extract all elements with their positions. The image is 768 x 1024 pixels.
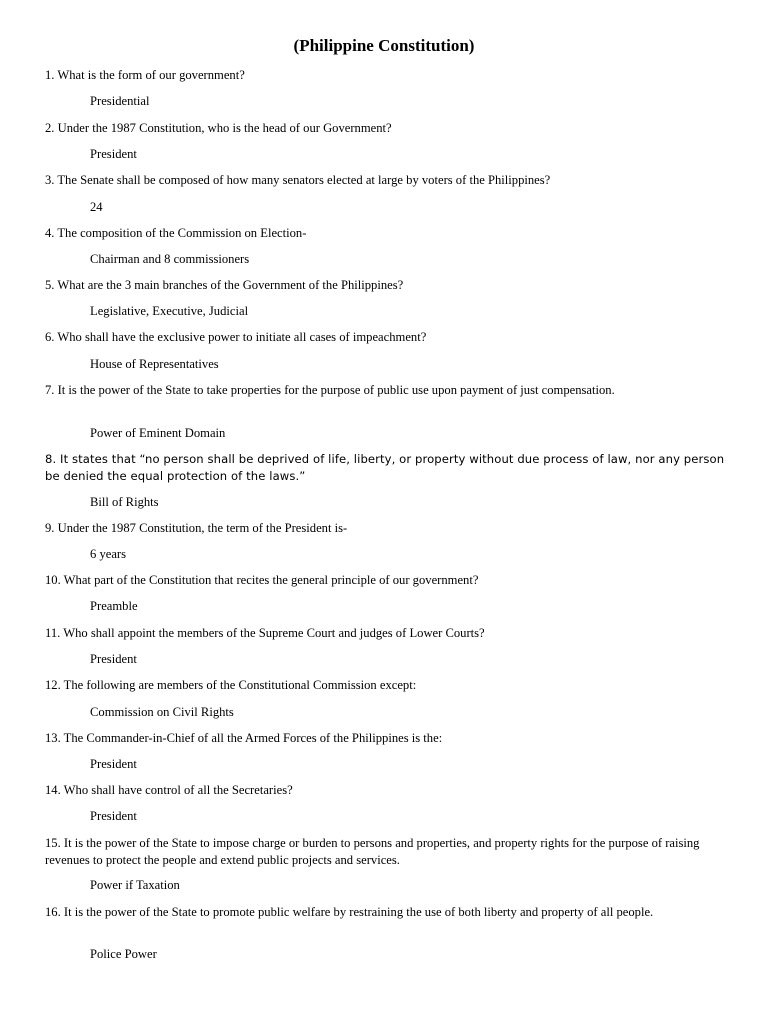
answer-14: President bbox=[90, 809, 137, 823]
answer-1: Presidential bbox=[90, 94, 150, 108]
answer-15: Power if Taxation bbox=[90, 878, 180, 892]
question-15: 15. It is the power of the State to impose charge or burden to persons and properties, and property rights for the purpose of raising revenues to protect the people and extend public projects and services. bbox=[45, 836, 700, 867]
question-4: 4. The composition of the Commission on Election- bbox=[45, 226, 307, 240]
answer-12: Commission on Civil Rights bbox=[90, 705, 234, 719]
question-7: 7. It is the power of the State to take properties for the purpose of public use upon payment of just compensation. bbox=[45, 383, 615, 397]
document-title: (Philippine Constitution) bbox=[293, 36, 475, 55]
question-2: 2. Under the 1987 Constitution, who is the head of our Government? bbox=[45, 121, 392, 135]
question-16: 16. It is the power of the State to promote public welfare by restraining the use of both liberty and property of all people. bbox=[45, 905, 654, 919]
answer-8: Bill of Rights bbox=[90, 495, 159, 509]
answer-16: Police Power bbox=[90, 947, 157, 961]
question-8: 8. It states that “no person shall be deprived of life, liberty, or property without due process of law, nor any person be denied the equal protection of the laws.” bbox=[45, 452, 725, 483]
answer-11: President bbox=[90, 652, 137, 666]
question-3: 3. The Senate shall be composed of how many senators elected at large by voters of the Philippines? bbox=[45, 173, 551, 187]
question-10: 10. What part of the Constitution that recites the general principle of our government? bbox=[45, 573, 479, 587]
answer-2: President bbox=[90, 147, 137, 161]
question-6: 6. Who shall have the exclusive power to initiate all cases of impeachment? bbox=[45, 330, 427, 344]
question-1: 1. What is the form of our government? bbox=[45, 68, 245, 82]
question-11: 11. Who shall appoint the members of the Supreme Court and judges of Lower Courts? bbox=[45, 626, 485, 640]
answer-10: Preamble bbox=[90, 599, 138, 613]
question-14: 14. Who shall have control of all the Secretaries? bbox=[45, 783, 293, 797]
answer-7: Power of Eminent Domain bbox=[90, 426, 226, 440]
answer-13: President bbox=[90, 757, 137, 771]
question-12: 12. The following are members of the Constitutional Commission except: bbox=[45, 678, 417, 692]
answer-3: 24 bbox=[90, 200, 103, 214]
answer-9: 6 years bbox=[90, 547, 127, 561]
answer-6: House of Representatives bbox=[90, 357, 219, 371]
question-13: 13. The Commander-in-Chief of all the Armed Forces of the Philippines is the: bbox=[45, 731, 443, 745]
question-5: 5. What are the 3 main branches of the Government of the Philippines? bbox=[45, 278, 404, 292]
answer-4: Chairman and 8 commissioners bbox=[90, 252, 250, 266]
answer-5: Legislative, Executive, Judicial bbox=[90, 304, 249, 318]
question-9: 9. Under the 1987 Constitution, the term of the President is- bbox=[45, 521, 348, 535]
